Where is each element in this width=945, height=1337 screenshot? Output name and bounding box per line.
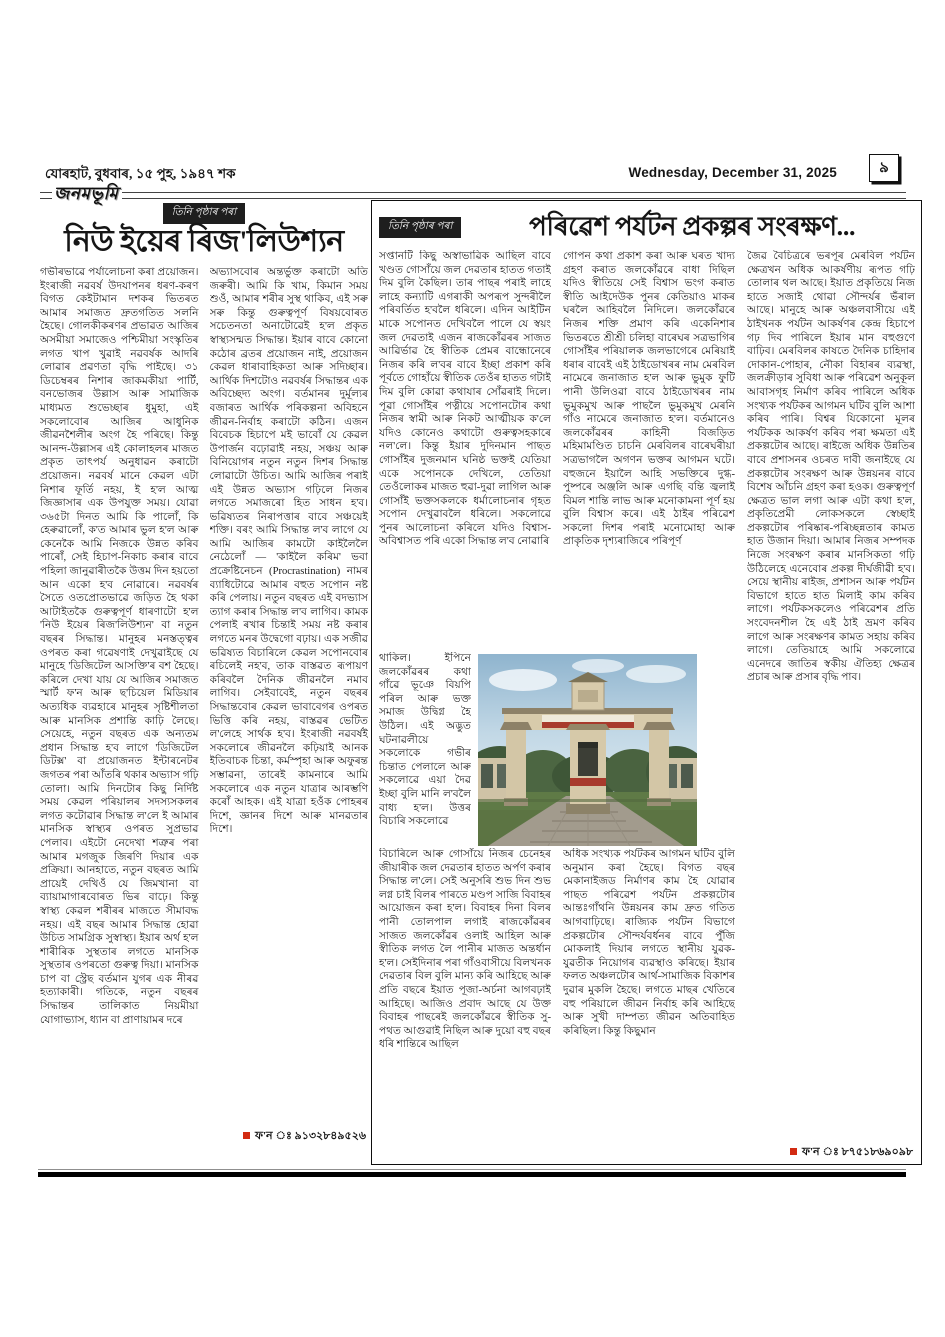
right-col1-top: সপ্তানটি কিছু অস্বাভাৱিক আছিল বাবে খণ্ডত গোসাঁয়ে জল দেৱতাৰ হাতত গতাই দিম বুলি কৈছিল। তাৰ পাছৰ পৰাই লাহে লাহে কন্যাটি এগৰাকী অপৰূপ সুন্দৰীলৈ পৰিবৰ্তিত হ'বলৈ ধৰিলে। এদিন আইটিন মাকে সপোনত দেখিবলৈ পালে যে স্বয়ং জল দেৱতাই এজন ৰাজকোঁৱৰৰ সাজত আৱিৰ্ভাৱ হৈ স্বীতিক প্ৰেমৰ বান্ধোনেৰে নিজৰ কৰি ল'বৰ বাবে ইচ্ছা প্ৰকাশ কৰি পূৰ্বতে গোহাঁয়ে স্বীতিক তেওঁৰ হাতত গটাই দিম বুলি কোৱা কথাযাৰ সোঁৱৰাই দিলে। পূৱা গোসাঁইৰ পত্নীয়ে সপোনটোৰ কথা নিজৰ স্বামী আৰু নিকট আত্মীয়ক ক'লে যদিও কোনেও কথাটো গুৰুত্বসহকাৰে নল'লে। কিন্তু ইয়াৰ দুদিনমান পাছত গোসাঁইৰ দুজনমান ঘনিষ্ঠ ভক্তই যেতিয়া একে সপোনকে দেখিলে, তেতিয়া তেওঁলোকৰ মাজত হুৱা-দুৱা লাগিল আৰু গোসাঁই ভক্তসকলকে ধৰ্মালোচনাৰ গৃহত সপোন দেখুৱাবলৈ ধৰিলে। সকলোৱে পুনৰ আলোচনা কৰিলে যদিও বিশ্বাস-অবিশ্বাসত পৰি একো সিদ্ধান্ত ল'ব নোৱাৰি [379,251,551,548]
contact-phone-left: ফ'ন ঃ ৯১৩২৮৪৯৫২৬ [235,1126,366,1146]
left-article-column-2 [210,266,369,1146]
right-col1-beside-photo: থাকিল। ইপিনে জলকোঁৱৰৰ কথা গাঁৱে ভূঞে বিয়পি পৰিল আৰু ভক্ত সমাজ উদ্বিগ্ন হৈ উঠিল। এই অদ্ভুত ঘটনাৱলীয়ে সকলোকে গভীৰ চিন্তাত পেলালে আৰু সকলোৱে এয়া দৈৱ ইচ্ছা বুলি মানি ল'বলৈ বাধ্য হ'ল। উত্তৰ বিচাৰি সকলোৱে [379,653,471,828]
article-eco-tourism-conservation [371,200,922,1165]
bottom-rule-thick [38,1172,906,1177]
masthead-logo: জনমভূমি [54,184,119,203]
red-square-bullet [790,1148,797,1155]
article-photo [478,654,697,846]
article-new-year-resolution [40,202,368,1166]
contact-phone-right: ফ'ন ঃ ৮৭৫১৮৬৯০৯৮ [782,1142,913,1162]
right-col3 [747,250,915,1162]
right-col2-top: গোপন কথা প্ৰকাশ কৰা আৰু ঘৰত খাদ্য গ্ৰহণ কৰাত জলকোঁৱৰে বাধা দিছিল যদিও স্বীতিয়ে সেই বিশ্বাস ভংগ কৰাত স্বীতি আইদেউক পুনৰ কেতিয়াও মাকৰ ঘৰলৈ আহিবলৈ নিদিলে। জলকোঁৱৰে নিজৰ শক্তি প্ৰমাণ কৰি একেনিশাৰ ভিতৰতে শ্ৰীশ্ৰী চলিহা বাৰেঘৰ সত্ৰভাগিৰ গোসাঁইৰ পৰিয়ালক জলভাগেৰে মেৰিয়াই ধৰাৰ বাবেই এই ঠাইডোখৰৰ নাম মেৰবিল নামেৰে জনাজাত হ'ল আৰু ভুমুক ফুটি পানী উলিওৱা বাবে ঠাইডোখৰৰ নাম ভুমুকমুখ আৰু পাছলৈ ভুমুকমুখ মেৰনি গাঁও নামেৰে জনাজাত হ'ল। বৰ্তমানেও জলকোঁৱৰৰ কাহিনী বিজড়িত মহিমামণ্ডিত চাচনি মেৰবিলৰ বাৰেঘৰীয়া সত্ৰভাগলৈ অগণন ভক্তৰ আগমন ঘটে। বহুজনে ইয়ালৈ আহি সভক্তিৰে দুগ্ধ-পুষ্পৰে অঞ্জলি আৰু এগছি বন্তি জ্বলাই বিমল শান্তি লাভ আৰু মনোকামনা পূৰ্ণ হয় বুলি বিশ্বাস কৰে। এই ঠাইৰ পৰিৱেশ সকলো দিশৰ পৰাই মনোমোহা আৰু প্ৰাকৃতিক দৃশ্যৰাজিৰে পৰিপূৰ্ণ [563,251,735,548]
page-number: ৯ [879,159,889,176]
body-text: অভ্যাসবোৰ অন্তৰ্ভুক্ত কৰাটো অতি জৰুৰী। আমি কি খাম, কিমান সময় শুওঁ, আমাৰ শৰীৰ সুস্থ থাকিব, এই সৰু সৰু কিন্তু গুৰুত্বপূৰ্ণ বিষয়বোৰত সচেতনতা অনাটোৱেই হ'ল প্ৰকৃত স্বাস্থ্যসন্মত সিদ্ধান্ত। ইয়াৰ বাবে কোনো কঠোৰ ব্ৰতৰ প্ৰয়োজন নাই, প্ৰয়োজন কেৱল ধাৰাবাহিকতা আৰু সদিচ্ছাৰ। আৰ্থিক দিশটোও নৱবৰ্ষৰ সিদ্ধান্তৰ এক অবিচ্ছেদ্য অংগ। বৰ্তমানৰ দুৰ্মূল্যৰ বজাৰত আৰ্থিক পৰিকল্পনা অবিহনে জীৱন-নিৰ্বাহ কৰাটো কঠিন। এজন বিবেচক হিচাপে মই ভাবোঁ যে কেৱল উপাৰ্জন বঢ়োৱাই নহয়, সঞ্চয় আৰু বিনিয়োগৰ নতুন নতুন দিশৰ সিদ্ধান্ত লোৱাটো উচিত। আমি আজিৰ পৰাই এই উন্নত অভ্যাস গঢ়িলে নিজৰ লগতে সমাজৰো হিত সাধন হ'ব। ভৱিষ্যতৰ নিৰাপত্তাৰ বাবে সঞ্চয়েই শক্তি। বৰং আমি সিদ্ধান্ত ল'ব লাগে যে আমি আজিৰ কামটো কাইলৈলৈ নেঠেলোঁ — 'কাইলৈ কৰিম' ভবা প্ৰক্ৰেষ্টিনেচন (Procrastination) নামৰ ব্যাধিটোৱে আমাৰ বহুত সপোন নষ্ট কৰি পেলায়। নতুন বছৰত এই বদভ্যাস ত্যাগ কৰাৰ সিদ্ধান্ত ল'ব লাগিব। কামক পেলাই ৰখাৰ চিন্তাই সময় নষ্ট কৰাৰ লগতে মনৰ উদ্বেগো বঢ়ায়। এক সজীৱ ভৱিষ্যত বিচাৰিলে কেৱল সপোনবোৰ ৰচিলেই নহ'ব, তাক বাস্তৱত ৰূপায়ণ কৰিবলৈ দৈনিক জীৱনলৈ নমাব লাগিব। সেইবাবেই, নতুন বছৰৰ সিদ্ধান্তবোৰ কেৱল ভাবাবেগৰ ওপৰত ভিত্তি কৰি নহয়, বাস্তৱৰ ভেটিত ল'লেহে সাৰ্থক হ'ব। ইংৰাজী নৱবৰ্ষই সকলোৰে জীৱনলৈ কঢ়িয়াই আনক ইতিবাচক চিন্তা, কৰ্মস্পৃহা আৰু অফুৰন্ত সম্ভাৱনা, তাৰেই কামনাৰে আমি সকলোৰে এক নতুন যাত্ৰাৰ আৰম্ভণি কৰোঁ আহক। এই যাত্ৰা হওঁক পোহৰৰ দিশে, জ্ঞানৰ দিশে আৰু মানৱতাৰ দিশে। [209,267,368,836]
kicker-badge: তিনি পৃষ্ঠাৰ পৰা [163,203,245,224]
kicker-badge: তিনি পৃষ্ঠাৰ পৰা [379,217,461,238]
dateline-assamese: যোৰহাট, বুধবাৰ, ১৫ পুহ, ১৯৪৭ শক [45,166,236,181]
bottom-rule-thin [38,1169,906,1170]
right-article-header [379,206,914,248]
right-col1-bottom: বিচাৰিলে আৰু গোসাঁয়ে নিজৰ চেনেহৰ জীয়াৰীক জল দেৱতাৰ হাতত অৰ্পণ কৰাৰ সিদ্ধান্ত ল'লে। সেই অনুসৰি শুভ দিন শুভ লগ্ন চাই বিলৰ পাৰতে মণ্ডপ সাজি বিবাহৰ আয়োজন কৰা হ'ল। বিবাহৰ দিনা বিলৰ পানী তোলপাল লগাই ৰাজকোঁৱৰৰ সাজত জলকোঁৱৰ ওলাই আহিল আৰু স্বীতিক লগত লৈ পানীৰ মাজত অন্তৰ্ধান হ'ল। সেইদিনাৰ পৰা গাঁওবাসীয়ে বিলখনক দেৱতাৰ বিল বুলি মান্য কৰি আহিছে আৰু প্ৰতি বছৰে ইয়াত পূজা-অৰ্চনা আগবঢ়াই আহিছে। আজিও প্ৰবাদ আছে যে উক্ত বিবাহৰ পাছৰেই জলকোঁৱৰে স্বীতিক সু-পথত আগুৱাই নিছিল আৰু দুয়ো বহু বছৰ ধৰি শান্তিৰে আছিল [379,849,551,1051]
eco-tourism-gate-illustration [478,654,697,846]
right-article-body [379,250,914,1162]
red-square-bullet [243,1132,250,1139]
body-text: গভীৰভাৱে পৰ্যালোচনা কৰা প্ৰয়োজন। ইংৰাজী নৱবৰ্ষ উদযাপনৰ ধৰণ-কৰণ বিগত কেইটামান দশকৰ ভিতৰত আমাৰ সমাজত দ্ৰুতগতিত সলনি হৈছে। গোলকীকৰণৰ প্ৰভাৱত আজিৰ অসমীয়া সমাজেও পশ্চিমীয়া সংস্কৃতিৰ লগত খাপ খুৱাই নৱবৰ্ষক আদৰি লোৱাৰ প্ৰৱণতা বৃদ্ধি পাইছে। ৩১ ডিচেম্বৰৰ নিশাৰ জাকমকীয়া পাৰ্টি, বনভোজৰ উল্লাস আৰু সামাজিক মাধ্যমত শুভেচ্ছাৰ ধুমুহা, এই সকলোবোৰ আজিৰ আধুনিক জীৱনশৈলীৰ অংগ হৈ পৰিছে। কিন্তু আনন্দ-উল্লাসৰ এই কোলাহলৰ মাজত প্ৰকৃত তাৎপৰ্য অনুধাৱন কৰাটো প্ৰয়োজন। নৱবৰ্ষ মানে কেৱল এটা নিশাৰ ফূৰ্তি নহয়, ই হ'ল আত্ম জিজ্ঞাসাৰ এক উপযুক্ত সময়। যোৱা ৩৬৫টা দিনত আমি কি পালোঁ, কি হেৰুৱালোঁ, ক'ত আমাৰ ভুল হ'ল আৰু কেনেকৈ আমি নিজকে উন্নত কৰিব পাৰোঁ, সেই হিচাপ-নিকাচ কৰাৰ বাবে পহিলা জানুৱাৰীতকৈ উত্তম দিন হয়তো আন একো হ'ব নোৱাৰে। নৱবৰ্ষৰ সৈতে ওতপ্ৰোতভাৱে জড়িত হৈ থকা আটাইতকৈ গুৰুত্বপূৰ্ণ ধাৰণাটো হ'ল 'নিউ ইয়েৰ ৰিজ'লিউশ্যন' বা নতুন বছৰৰ সিদ্ধান্ত। মানুহৰ মনস্তত্ত্বৰ ওপৰত কৰা গৱেষণাই দেখুৱাইছে যে মানুহে 'ডিজিটেল আসক্তি'ৰ বশ হৈছে। কৰিলে দেখা যায় যে আজিৰ সমাজত স্মাৰ্ট ফ'ন আৰু ছ'চিয়েল মিডিয়াৰ অত্যধিক ব্যৱহাৰে মানুহৰ সৃষ্টিশীলতা আৰু মানসিক প্ৰশান্তি কাঢ়ি লৈছে। সেয়েহে, নতুন বছৰত এক অন্যতম প্ৰধান সিদ্ধান্ত হ'ব লাগে 'ডিজিটেল ডিটক্স' বা প্ৰয়োজনত ইন্টাৰনেটৰ জগতৰ পৰা আঁতৰি থকাৰ অভ্যাস গঢ়ি তোলা। আমি দিনটোৰ কিছু নিৰ্দিষ্ট সময় কেৱল পৰিয়ালৰ সদস্যসকলৰ লগত কটোৱাৰ সিদ্ধান্ত ল'লে ই আমাৰ মানসিক স্বাস্থ্যৰ ওপৰত সুপ্ৰভাৱ পেলাব। এইটো নেদেখা শত্ৰুৰ পৰা আমাৰ মগজুক জিৰণি দিয়াৰ এক প্ৰক্ৰিয়া। আনহাতে, নতুন বছৰত আমি প্ৰায়েই দেখিওঁ যে জিমখানা বা ব্যায়ামাগাৰবোৰত ভিৰ বাঢ়ে। কিন্তু স্বাস্থ্য কেৱল শৰীৰৰ মাজতে সীমাবদ্ধ নহয়। এই বছৰ আমাৰ সিদ্ধান্ত হোৱা উচিত সামগ্ৰিক সুস্বাস্থ্য। ইয়াৰ অৰ্থ হ'ল শাৰীৰিক সুস্থতাৰ লগতে মানসিক সুস্থতাৰ ওপৰতো গুৰুত্ব দিয়া। মানসিক চাপ বা স্ট্ৰেছ বৰ্তমান যুগৰ এক নীৰৱ হত্যাকাৰী। গতিকে, নতুন বছৰৰ সিদ্ধান্তৰ তালিকাত নিয়মীয়া যোগাভ্যাস, ধ্যান বা প্ৰাণায়ামৰ দৰে [40,267,199,1026]
dateline-english: Wednesday, December 31, 2025 [628,165,837,180]
dateline-row [45,160,905,186]
body-text: জৈৱ বৈচিত্ৰৰে ভৰপূৰ মেৰবিল পৰ্যটন ক্ষেত্ৰখন অধিক আকৰ্ষণীয় ৰূপত গঢ়ি তোলাৰ থল আছে। ইয়াত প্ৰকৃতিয়ে নিজ হাতে সজাই থোৱা সৌন্দৰ্যৰ ভঁৰাল আছে। মানুহে আৰু অঞ্চলবাসীয়ে এই ঠাইখনক পৰ্যটন আকৰ্ষণৰ কেন্দ্ৰ হিচাপে গঢ় দিব পাৰিলে ইয়াৰ মান বহুগুণে বাঢ়িব। মেৰবিলৰ কাষতে দৈনিক চাহিদাৰ দোকান-পোহাৰ, নৌকা বিহাৰৰ ব্যৱস্থা, জলক্ৰীড়াৰ সুবিধা আৰু পৰিৱেশ অনুকূল আবাসগৃহ নিৰ্মাণ কৰিব পাৰিলে অধিক সংখ্যক পৰ্যটকৰ আগমন ঘটিব বুলি আশা কৰিব পাৰি। বিশ্বৰ যিকোনো মূলৰ পৰ্যটকক আকৰ্ষণ কৰিব পৰা ক্ষমতা এই প্ৰকল্পটোৰ আছে। ৰাইজে অধিক উন্নতিৰ বাবে প্ৰশাসনৰ ওচৰত দাবী জনাইছে যে প্ৰকল্পটোৰ সংৰক্ষণ আৰু উন্নয়নৰ বাবে বিশেষ আঁচনি গ্ৰহণ কৰা হওক। গুৰুত্বপূৰ্ণ ক্ষেত্ৰত ভাল লগা আৰু এটা কথা হ'ল, প্ৰকৃতিপ্ৰেমী লোকসকলে স্বেচ্ছাই প্ৰকল্পটোৰ পৰিষ্কাৰ-পৰিচ্ছন্নতাৰ কামত হাত উজান দিয়া। আমাৰ নিজৰ সম্পদক নিজে সংৰক্ষণ কৰাৰ মানসিকতা গঢ়ি উঠিলেহে এনেবোৰ প্ৰকল্প দীৰ্ঘজীৱী হ'ব। সেয়ে স্থানীয় ৰাইজ, প্ৰশাসন আৰু পৰ্যটন বিভাগে হাতে হাত মিলাই কাম কৰিব লাগে। পৰ্যটকসকলেও পৰিৱেশৰ প্ৰতি সংবেদনশীল হৈ এই ঠাই ভ্ৰমণ কৰিব লাগে আৰু সংৰক্ষণৰ কামত সহায় কৰিব লাগে। তেতিয়াহে আমি সকলোৱে এনেদৰে জাতিৰ স্বকীয় ঐতিহ্য ক্ষেত্ৰৰ প্ৰচাৰ আৰু প্ৰসাৰ বৃদ্ধি পাব। [747,251,915,684]
headline-right-article: পৰিৱেশ পৰ্যটন প্ৰকল্পৰ সংৰক্ষণ... [529,212,856,241]
page-number-box [869,154,899,182]
headline-left-article: নিউ ইয়েৰ ৰিজ'লিউশ্যন [64,225,344,258]
rule-segment [40,192,52,199]
left-article-column-1 [40,266,199,1146]
masthead-rule [122,192,906,199]
right-col2-bottom: অধিক সংখ্যক পৰ্যটকৰ আগমন ঘটিব বুলি অনুমান কৰা হৈছে। বিগত বছৰ মেকানাইজড নিৰ্মাণৰ কাম হৈ যোৱাৰ পাছত পৰিৱেশ পৰ্যটন প্ৰকল্পটোৰ আন্তঃগাঁথনি উন্নয়নৰ কাম দ্ৰুত গতিত আগবাঢ়িছে। ৰাজ্যিক পৰ্যটন বিভাগে প্ৰকল্পটোৰ সৌন্দৰ্যবৰ্ধনৰ বাবে পুঁজি মোকলাই দিয়াৰ লগতে স্থানীয় যুৱক-যুৱতীক নিয়োগৰ ব্যৱস্থাও কৰিছে। ইয়াৰ ফলত অঞ্চলটোৰ আৰ্থ-সামাজিক বিকাশৰ দুৱাৰ মুকলি হৈছে। লগতে মাছৰ খেতিৰে বহু পৰিয়ালে জীৱন নিৰ্বাহ কৰি আহিছে আৰু সুখী দাম্পত্য জীৱন অতিবাহিত কৰিছিল। কিন্তু কিছুমান [563,849,735,1037]
